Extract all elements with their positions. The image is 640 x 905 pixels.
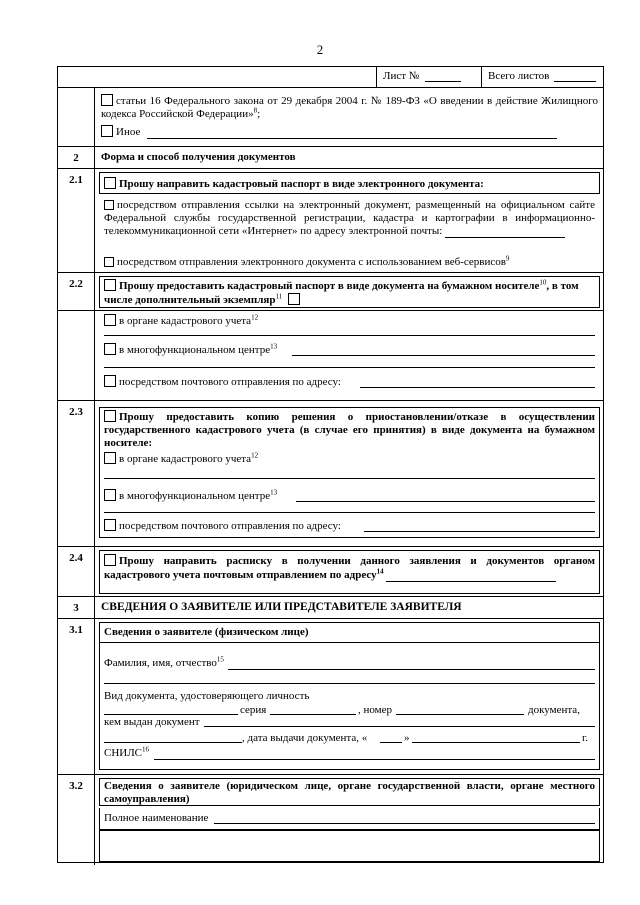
section-3-title: СВЕДЕНИЯ О ЗАЯВИТЕЛЕ ИЛИ ПРЕДСТАВИТЕЛЕ ЗАЯВИТЕЛЯ (101, 601, 462, 613)
post-checkbox[interactable] (104, 375, 116, 387)
law-189-checkbox[interactable] (101, 94, 113, 106)
total-sheets-label: Всего листов (488, 70, 550, 82)
section-1-continuation: статьи 16 Федерального закона от 29 декабря 2004 г. № 189-ФЗ «О введении в действие Жилищного кодекса Российской Федерации»$^8$; Иное (58, 87, 603, 147)
total-sheets-field[interactable] (554, 81, 596, 82)
decision-mfc-field[interactable] (296, 501, 595, 502)
sheet-number-label: Лист № (383, 70, 420, 82)
email-link-checkbox[interactable] (104, 200, 114, 210)
page-number: 2 (316, 42, 324, 57)
mfc-field[interactable] (292, 355, 595, 356)
decision-copy-checkbox[interactable] (104, 410, 116, 422)
fio-field[interactable] (228, 669, 595, 670)
electronic-passport-checkbox[interactable] (104, 177, 116, 189)
section-3-2: 3.2 Сведения о заявителе (юридическом лице, органе государственной власти, органе местного самоуправления) Полное наименование (58, 774, 603, 865)
section-3-header: 3 СВЕДЕНИЯ О ЗАЯВИТЕЛЕ ИЛИ ПРЕДСТАВИТЕЛЕ ЗАЯВИТЕЛЯ (58, 596, 603, 619)
section-2-title: Форма и способ получения документов (101, 151, 296, 163)
additional-copy-checkbox[interactable] (288, 293, 300, 305)
receipt-checkbox[interactable] (104, 554, 116, 566)
mfc-checkbox[interactable] (104, 343, 116, 355)
decision-post-checkbox[interactable] (104, 519, 116, 531)
id-doc-type-field[interactable] (104, 714, 238, 715)
section-2-2-options: в органе кадастрового учета$^{12}$ в многофункциональном центре$^{13}$ посредством почтового отправления по адресу: (58, 310, 603, 401)
other-field[interactable] (147, 128, 557, 139)
other-checkbox[interactable] (101, 125, 113, 137)
snils-field[interactable] (154, 759, 595, 760)
issue-month-year-field[interactable] (412, 742, 580, 743)
section-2-3: 2.3 Прошу предоставить копию решения о приостановлении/отказе в осуществлении государственного кадастрового учета (в случае его принятия) в виде документа на бумажном носителе: в органе кадастрового учета$^{12}$ в многофункциональном центре$^{13}$ посредством почтового отправления по адресу: (58, 400, 603, 547)
sheet-number-field[interactable] (425, 81, 461, 82)
sheet-header-row (58, 67, 603, 87)
series-field[interactable] (270, 714, 356, 715)
organ-checkbox[interactable] (104, 314, 116, 326)
law-189-label: статьи 16 Федерального закона от 29 декабря 2004 г. № 189-ФЗ «О введении в действие Жилищного кодекса Российской Федерации» (101, 95, 598, 120)
section-3-1: 3.1 Сведения о заявителе (физическом лице) Фамилия, имя, отчество$^{15}$ Вид документа, удостоверяющего личность серия , номер документа, кем выдан документ , дата выдачи документа, « » г. СНИЛС$^{16}$ (58, 618, 603, 775)
email-field[interactable] (445, 227, 565, 238)
section-2-2: 2.2 Прошу предоставить кадастровый паспорт в виде документа на бумажном носителе$^{10}$, в том числе дополнительный экземпляр$^{11}$ (58, 272, 603, 311)
paper-passport-checkbox[interactable] (104, 279, 116, 291)
section-2-4: 2.4 Прошу направить расписку в получении данного заявления и документов органом кадастрового учета почтовым отправлением по адресу$^{14}$ (58, 546, 603, 597)
web-services-checkbox[interactable] (104, 257, 114, 267)
post-address-field[interactable] (360, 387, 595, 388)
section-2-header: 2 Форма и способ получения документов (58, 146, 603, 169)
email-link-label: посредством отправления ссылки на электронный документ, размещенный на официальном сайте Федеральной службы государственной регистрации, кадастра и картографии в информационно-телекоммуникационной сети «Интернет» по адресу электронной почты: (104, 199, 595, 237)
receipt-address-field[interactable] (386, 571, 556, 582)
number-field[interactable] (396, 714, 524, 715)
decision-post-field[interactable] (364, 531, 595, 532)
issued-by-field[interactable] (204, 726, 595, 727)
issue-day-field[interactable] (380, 742, 402, 743)
decision-mfc-checkbox[interactable] (104, 489, 116, 501)
section-2-1: 2.1 Прошу направить кадастровый паспорт в виде электронного документа: посредством отправления ссылки на электронный документ, размещенный на официальном сайте Федеральной службы государственной регистрации, кадастра и картографии в информационно-телекоммуникационной сети «Интернет» по адресу электронной почты: посредством отправления электронного документа с использованием веб-сервисов$^9$ (58, 168, 603, 273)
other-label: Иное (116, 126, 141, 138)
full-name-field[interactable] (214, 823, 595, 824)
decision-organ-checkbox[interactable] (104, 452, 116, 464)
application-form (57, 66, 604, 863)
